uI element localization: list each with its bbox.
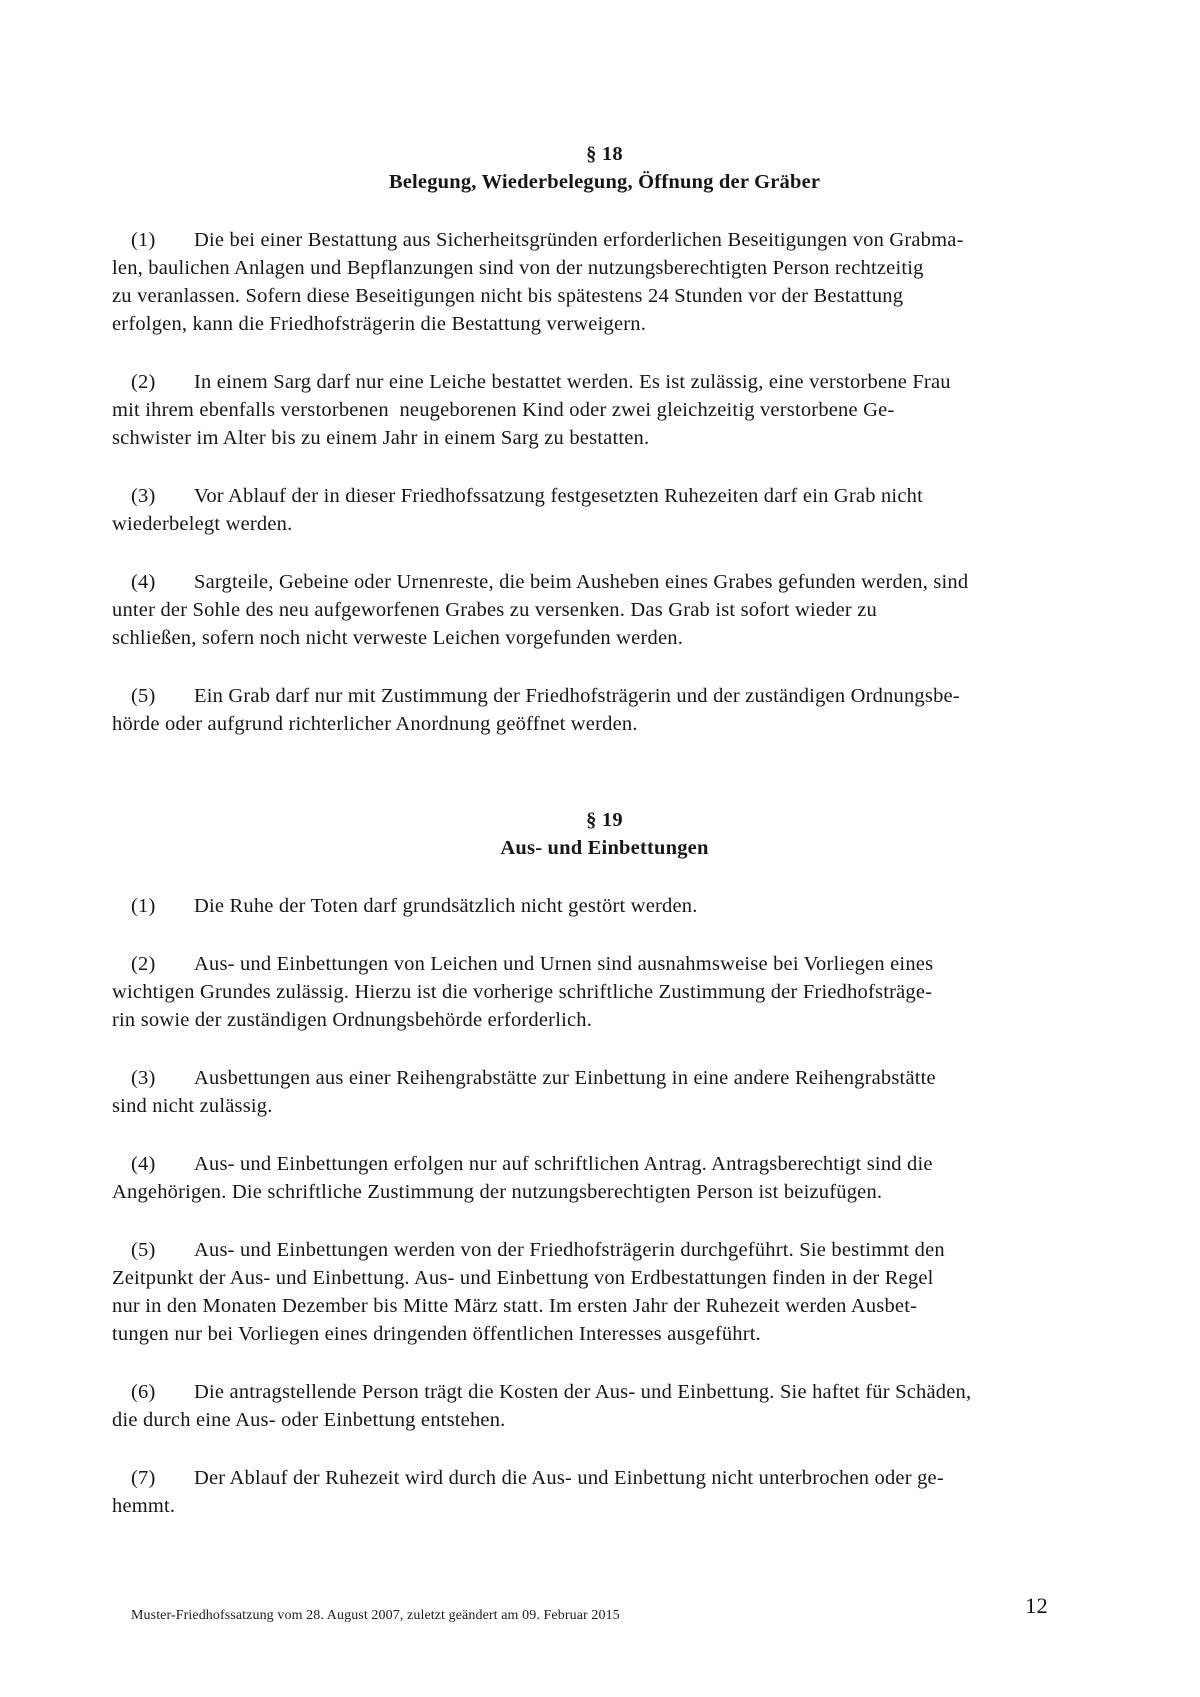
paragraph-line: schwister im Alter bis zu einem Jahr in einem Sarg zu bestatten. — [112, 427, 650, 449]
section-19-paragraphs — [112, 892, 1097, 1520]
legal-paragraph — [112, 1064, 1097, 1120]
paragraph-line: schließen, sofern noch nicht verweste Leichen vorgefunden werden. — [112, 627, 684, 649]
paragraph-number: (6) — [131, 1381, 156, 1403]
paragraph-number: (4) — [131, 571, 156, 593]
paragraph-number: (4) — [131, 1153, 156, 1175]
paragraph-number: (3) — [131, 1067, 156, 1089]
legal-paragraph — [112, 568, 1097, 652]
paragraph-line: nur in den Monaten Dezember bis Mitte März statt. Im ersten Jahr der Ruhezeit werden Ausbet- — [112, 1295, 918, 1317]
footer-note: Muster-Friedhofssatzung vom 28. August 2007, zuletzt geändert am 09. Februar 2015 — [131, 1608, 620, 1623]
paragraph-number: (2) — [131, 371, 156, 393]
paragraph-line: unter der Sohle des neu aufgeworfenen Grabes zu versenken. Das Grab ist sofort wieder zu — [112, 599, 878, 621]
paragraph-number: (5) — [131, 685, 156, 707]
legal-paragraph — [112, 226, 1097, 338]
paragraph-line: hemmt. — [112, 1495, 176, 1517]
paragraph-line: die durch eine Aus- oder Einbettung entstehen. — [112, 1409, 506, 1431]
legal-paragraph — [112, 950, 1097, 1034]
section-18-paragraphs — [112, 226, 1097, 738]
paragraph-line: Die bei einer Bestattung aus Sicherheitsgründen erforderlichen Beseitigungen von Grabma- — [194, 229, 964, 251]
legal-paragraph — [112, 1464, 1097, 1520]
paragraph-line: Die Ruhe der Toten darf grundsätzlich nicht gestört werden. — [194, 895, 698, 917]
paragraph-line: Aus- und Einbettungen von Leichen und Urnen sind ausnahmsweise bei Vorliegen eines — [194, 953, 934, 975]
paragraph-line: zu veranlassen. Sofern diese Beseitigungen nicht bis spätestens 24 Stunden vor der Bestattung — [112, 285, 904, 307]
paragraph-line: Der Ablauf der Ruhezeit wird durch die Aus- und Einbettung nicht unterbrochen oder ge- — [194, 1467, 944, 1489]
paragraph-line: wichtigen Grundes zulässig. Hierzu ist die vorherige schriftliche Zustimmung der Friedhofsträge- — [112, 981, 933, 1003]
section-18-title: Belegung, Wiederbelegung, Öffnung der Gräber — [388, 171, 821, 193]
page-content — [112, 140, 1097, 1520]
paragraph-line: Aus- und Einbettungen erfolgen nur auf schriftlichen Antrag. Antragsberechtigt sind die — [194, 1153, 933, 1175]
paragraph-line: sind nicht zulässig. — [112, 1095, 273, 1117]
page-number: 12 — [1025, 1593, 1048, 1618]
legal-paragraph — [112, 1150, 1097, 1206]
paragraph-line: In einem Sarg darf nur eine Leiche bestattet werden. Es ist zulässig, eine verstorbene Frau — [194, 371, 951, 393]
section-18 — [112, 140, 1097, 738]
legal-paragraph — [112, 1236, 1097, 1348]
paragraph-line: tungen nur bei Vorliegen eines dringenden öffentlichen Interesses ausgeführt. — [112, 1323, 762, 1345]
paragraph-number: (5) — [131, 1239, 156, 1261]
paragraph-number: (1) — [131, 895, 156, 917]
paragraph-line: Vor Ablauf der in dieser Friedhofssatzung festgesetzten Ruhezeiten darf ein Grab nicht — [194, 485, 923, 507]
legal-paragraph — [112, 682, 1097, 738]
paragraph-line: Angehörigen. Die schriftliche Zustimmung der nutzungsberechtigten Person ist beizufügen. — [112, 1181, 883, 1203]
paragraph-line: hörde oder aufgrund richterlicher Anordnung geöffnet werden. — [112, 713, 638, 735]
paragraph-number: (1) — [131, 229, 156, 251]
section-18-number: § 18 — [586, 143, 623, 165]
section-19 — [112, 806, 1097, 1520]
paragraph-line: rin sowie der zuständigen Ordnungsbehörde erforderlich. — [112, 1009, 593, 1031]
paragraph-line: Die antragstellende Person trägt die Kosten der Aus- und Einbettung. Sie haftet für Schäden, — [194, 1381, 972, 1403]
paragraph-line: Ausbettungen aus einer Reihengrabstätte zur Einbettung in eine andere Reihengrabstätte — [194, 1067, 936, 1089]
paragraph-line: Aus- und Einbettungen werden von der Friedhofsträgerin durchgeführt. Sie bestimmt den — [194, 1239, 945, 1261]
paragraph-number: (2) — [131, 953, 156, 975]
paragraph-line: len, baulichen Anlagen und Bepflanzungen sind von der nutzungsberechtigten Person rechtzeitig — [112, 257, 924, 279]
paragraph-number: (7) — [131, 1467, 156, 1489]
legal-paragraph — [112, 482, 1097, 538]
paragraph-line: Ein Grab darf nur mit Zustimmung der Friedhofsträgerin und der zuständigen Ordnungsbe- — [194, 685, 960, 707]
paragraph-line: Zeitpunkt der Aus- und Einbettung. Aus- und Einbettung von Erdbestattungen finden in der Regel — [112, 1267, 934, 1289]
paragraph-line: mit ihrem ebenfalls verstorbenen neugeborenen Kind oder zwei gleichzeitig verstorbene Ge- — [112, 399, 895, 421]
legal-paragraph — [112, 1378, 1097, 1434]
section-19-heading — [112, 806, 1097, 862]
section-19-title: Aus- und Einbettungen — [500, 837, 709, 859]
paragraph-line: erfolgen, kann die Friedhofsträgerin die Bestattung verweigern. — [112, 313, 647, 335]
section-19-number: § 19 — [586, 809, 623, 831]
legal-paragraph — [112, 368, 1097, 452]
paragraph-number: (3) — [131, 485, 156, 507]
legal-paragraph — [112, 892, 1097, 920]
paragraph-line: wiederbelegt werden. — [112, 513, 293, 535]
paragraph-line: Sargteile, Gebeine oder Urnenreste, die beim Ausheben eines Grabes gefunden werden, sind — [194, 571, 969, 593]
section-18-heading — [112, 140, 1097, 196]
